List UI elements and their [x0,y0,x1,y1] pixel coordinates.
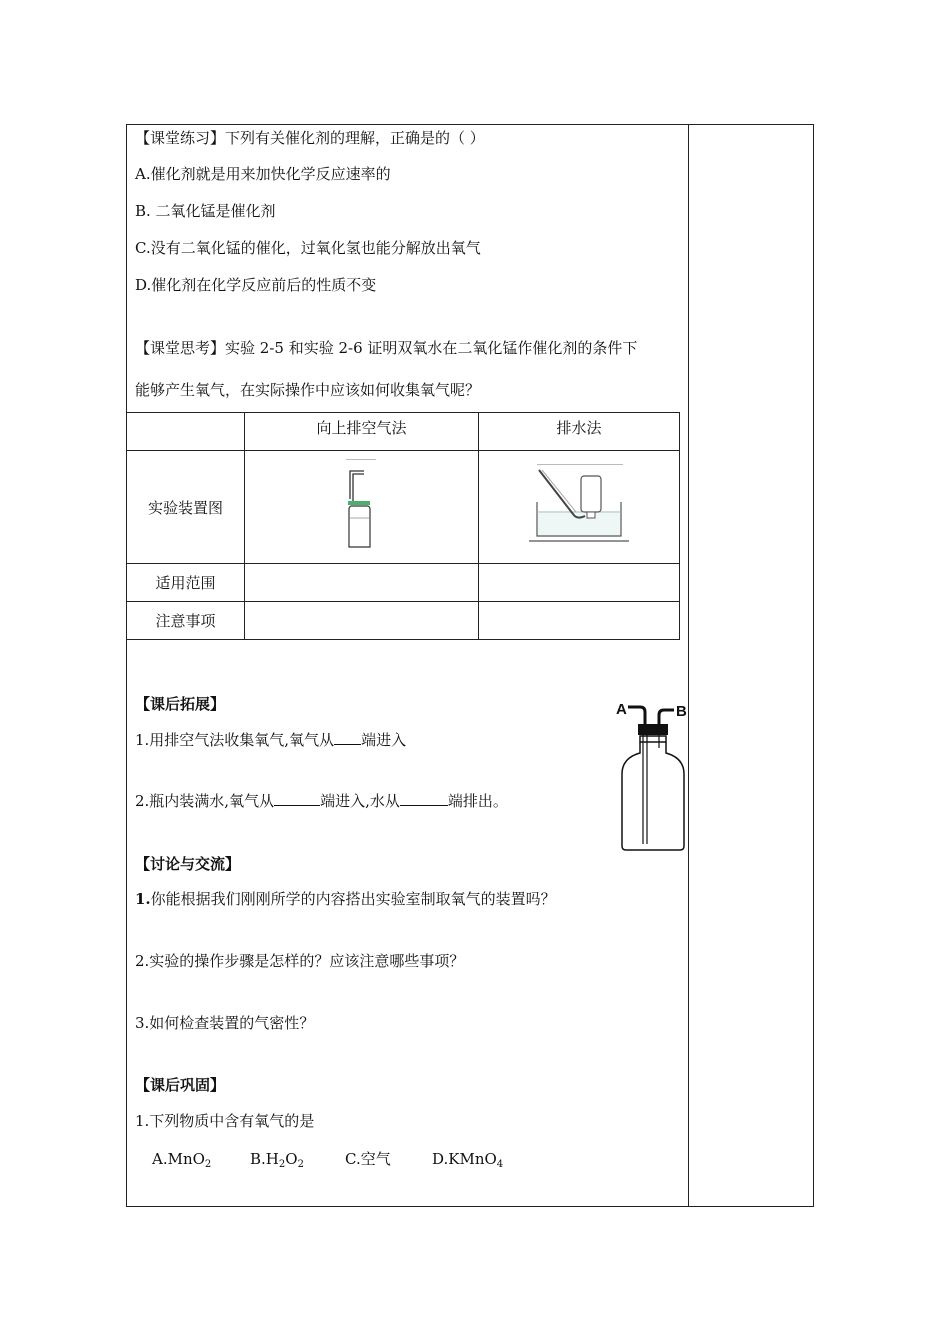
extension-q2-blank-2[interactable] [400,791,448,806]
notes-column-divider [688,124,689,1207]
consolidation-option-d [432,1149,503,1175]
scope-upward-air-cell [245,564,479,602]
row-label-notes: 注意事项 [127,602,245,640]
extension-q2-text-c: 端排出。 [447,792,508,810]
bottle-label-b: B [676,703,687,720]
discussion-q1 [135,889,556,909]
header-water-displacement: 排水法 [479,413,680,451]
scope-water-cell [479,564,680,602]
upward-air-bottle-icon [332,459,392,551]
option-b-text-1: B.H [250,1150,279,1168]
extension-q1-text-end: 端进入 [361,731,407,749]
apparatus-water-cell [479,451,680,564]
option-d-text: D.KMnO [432,1150,497,1168]
exercise-option-d: D.催化剂在化学反应前后的性质不变 [135,276,377,294]
option-b-subscript-2: 2 [297,1159,304,1170]
extension-q2-text-b: 端进入,水从 [320,792,400,810]
extension-q2-blank-1[interactable] [274,791,320,806]
option-b-text-2: O [285,1150,298,1168]
consolidation-option-a [152,1149,211,1175]
extension-q1-blank[interactable] [334,730,361,745]
option-a-subscript: 2 [204,1159,212,1170]
discussion-heading: 【讨论与交流】 [135,855,241,873]
bottle-label-a: A [616,701,627,718]
exercise-option-b: B. 二氧化锰是催化剂 [135,202,276,220]
thinking-line-1 [135,338,637,358]
exercise-question-text: 下列有关催化剂的理解，正确是的（ ） [225,129,485,147]
extension-q1 [135,730,406,750]
thinking-text: 实验 2-5 和实验 2-6 证明双氧水在二氧化锰作催化剂的条件下 [225,339,638,357]
thinking-heading: 【课堂思考】 [135,339,226,357]
thinking-line-2: 能够产生氧气，在实际操作中应该如何收集氧气呢？ [135,381,481,399]
option-a-text: A.MnO [152,1150,205,1168]
extension-heading: 【课后拓展】 [135,695,226,713]
gas-washing-bottle-icon [612,698,692,854]
exercise-question [135,128,485,148]
exercise-option-c: C.没有二氧化锰的催化，过氧化氢也能分解放出氧气 [135,239,481,257]
discussion-q1-number: 1. [135,890,151,908]
option-b-subscript-1: 2 [278,1159,286,1170]
extension-q1-text: 1.用排空气法收集氧气,氧气从 [135,731,335,749]
table-corner-cell [127,413,245,451]
discussion-q2: 2.实验的操作步骤是怎样的？应该注意哪些事项？ [135,952,465,970]
collection-method-table [126,412,680,640]
row-label-scope: 适用范围 [127,564,245,602]
notes-upward-air-cell [245,602,479,640]
consolidation-option-b [250,1149,304,1175]
row-label-apparatus: 实验装置图 [127,451,245,564]
exercise-option-a: A.催化剂就是用来加快化学反应速率的 [135,165,391,183]
exercise-heading: 【课堂练习】 [135,129,226,147]
apparatus-upward-air-cell [245,451,479,564]
consolidation-option-c: C.空气 [345,1150,391,1168]
extension-q2 [135,791,508,811]
header-upward-air: 向上排空气法 [245,413,479,451]
notes-water-cell [479,602,680,640]
extension-q2-text-a: 2.瓶内装满水,氧气从 [135,792,275,810]
consolidation-heading: 【课后巩固】 [135,1076,226,1094]
discussion-q1-text: 你能根据我们刚刚所学的内容搭出实验室制取氧气的装置吗？ [150,890,556,908]
water-displacement-trough-icon [529,464,629,546]
consolidation-q1: 1.下列物质中含有氧气的是 [135,1112,315,1130]
option-d-subscript: 4 [496,1159,504,1170]
discussion-q3: 3.如何检查装置的气密性？ [135,1014,315,1032]
